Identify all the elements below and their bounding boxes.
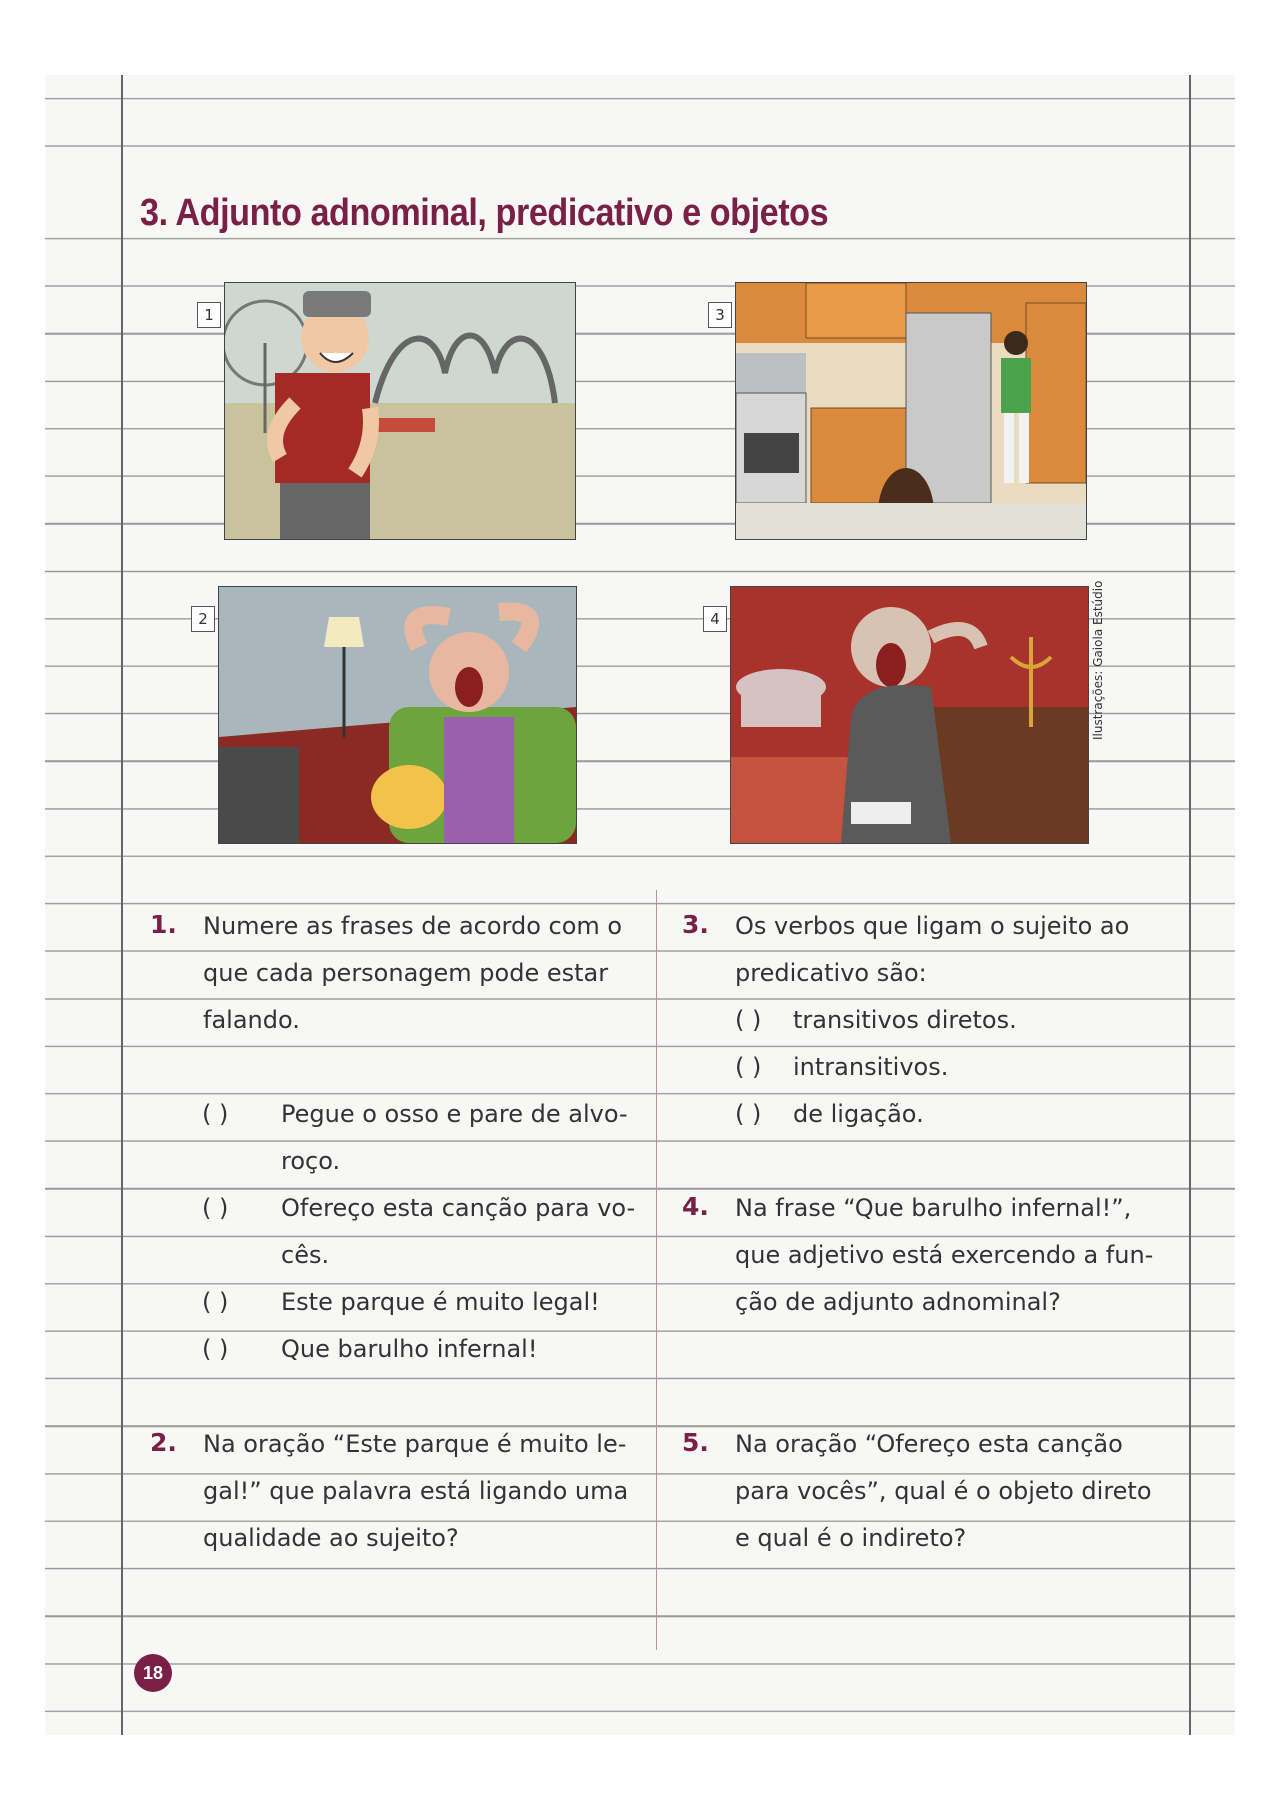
answer-box[interactable]: ( ) [735, 1100, 762, 1128]
page-number-badge: 18 [134, 1654, 172, 1692]
illustration-3-label: 3 [708, 302, 732, 328]
option-text: de ligação. [793, 1100, 924, 1128]
answer-box[interactable]: ( ) [202, 1335, 229, 1363]
question-1-line: Numere as frases de acordo com o [203, 912, 623, 940]
question-5-number: 5. [682, 1428, 709, 1457]
column-divider [656, 890, 657, 1650]
question-1-line: falando. [203, 1006, 300, 1034]
answer-box[interactable]: ( ) [202, 1100, 229, 1128]
illustration-credit: Ilustrações: Gaiola Estúdio [1091, 580, 1105, 740]
option-text: roço. [281, 1147, 341, 1175]
illustration-4-label: 4 [703, 606, 727, 632]
question-3-line: predicativo são: [735, 959, 927, 987]
question-2-number: 2. [150, 1428, 177, 1457]
option-text: intransitivos. [793, 1053, 949, 1081]
answer-box[interactable]: ( ) [202, 1288, 229, 1316]
question-5-line: Na oração “Ofereço esta canção [735, 1430, 1123, 1458]
answer-box[interactable]: ( ) [735, 1053, 762, 1081]
option-text: Ofereço esta canção para vo- [281, 1194, 636, 1222]
question-5-line: e qual é o indireto? [735, 1524, 967, 1552]
option-text: Pegue o osso e pare de alvo- [281, 1100, 628, 1128]
option-text: Este parque é muito legal! [281, 1288, 600, 1316]
question-5-line: para vocês”, qual é o objeto direto [735, 1477, 1152, 1505]
section-title: 3. Adjunto adnominal, predicativo e objetos [140, 192, 829, 234]
right-margin-line [1189, 75, 1191, 1735]
question-4-line: que adjetivo está exercendo a fun- [735, 1241, 1154, 1269]
question-1-line: que cada personagem pode estar [203, 959, 609, 987]
question-2-line: qualidade ao sujeito? [203, 1524, 459, 1552]
illustration-restaurant-piano [730, 586, 1089, 844]
answer-box[interactable]: ( ) [735, 1006, 762, 1034]
question-1-number: 1. [150, 910, 177, 939]
illustration-2-label: 2 [191, 606, 215, 632]
question-4-number: 4. [682, 1192, 709, 1221]
question-2-line: gal!” que palavra está ligando uma [203, 1477, 629, 1505]
illustration-1-label: 1 [197, 302, 221, 328]
option-text: Que barulho infernal! [281, 1335, 538, 1363]
option-text: transitivos diretos. [793, 1006, 1017, 1034]
question-4-line: ção de adjunto adnominal? [735, 1288, 1061, 1316]
left-margin-line [121, 75, 123, 1735]
illustration-kitchen [735, 282, 1087, 540]
option-text: cês. [281, 1241, 330, 1269]
illustration-amusement-park [224, 282, 576, 540]
question-2-line: Na oração “Este parque é muito le- [203, 1430, 627, 1458]
question-3-line: Os verbos que ligam o sujeito ao [735, 912, 1130, 940]
question-4-line: Na frase “Que barulho infernal!”, [735, 1194, 1132, 1222]
question-3-number: 3. [682, 910, 709, 939]
answer-box[interactable]: ( ) [202, 1194, 229, 1222]
illustration-living-room [218, 586, 577, 844]
